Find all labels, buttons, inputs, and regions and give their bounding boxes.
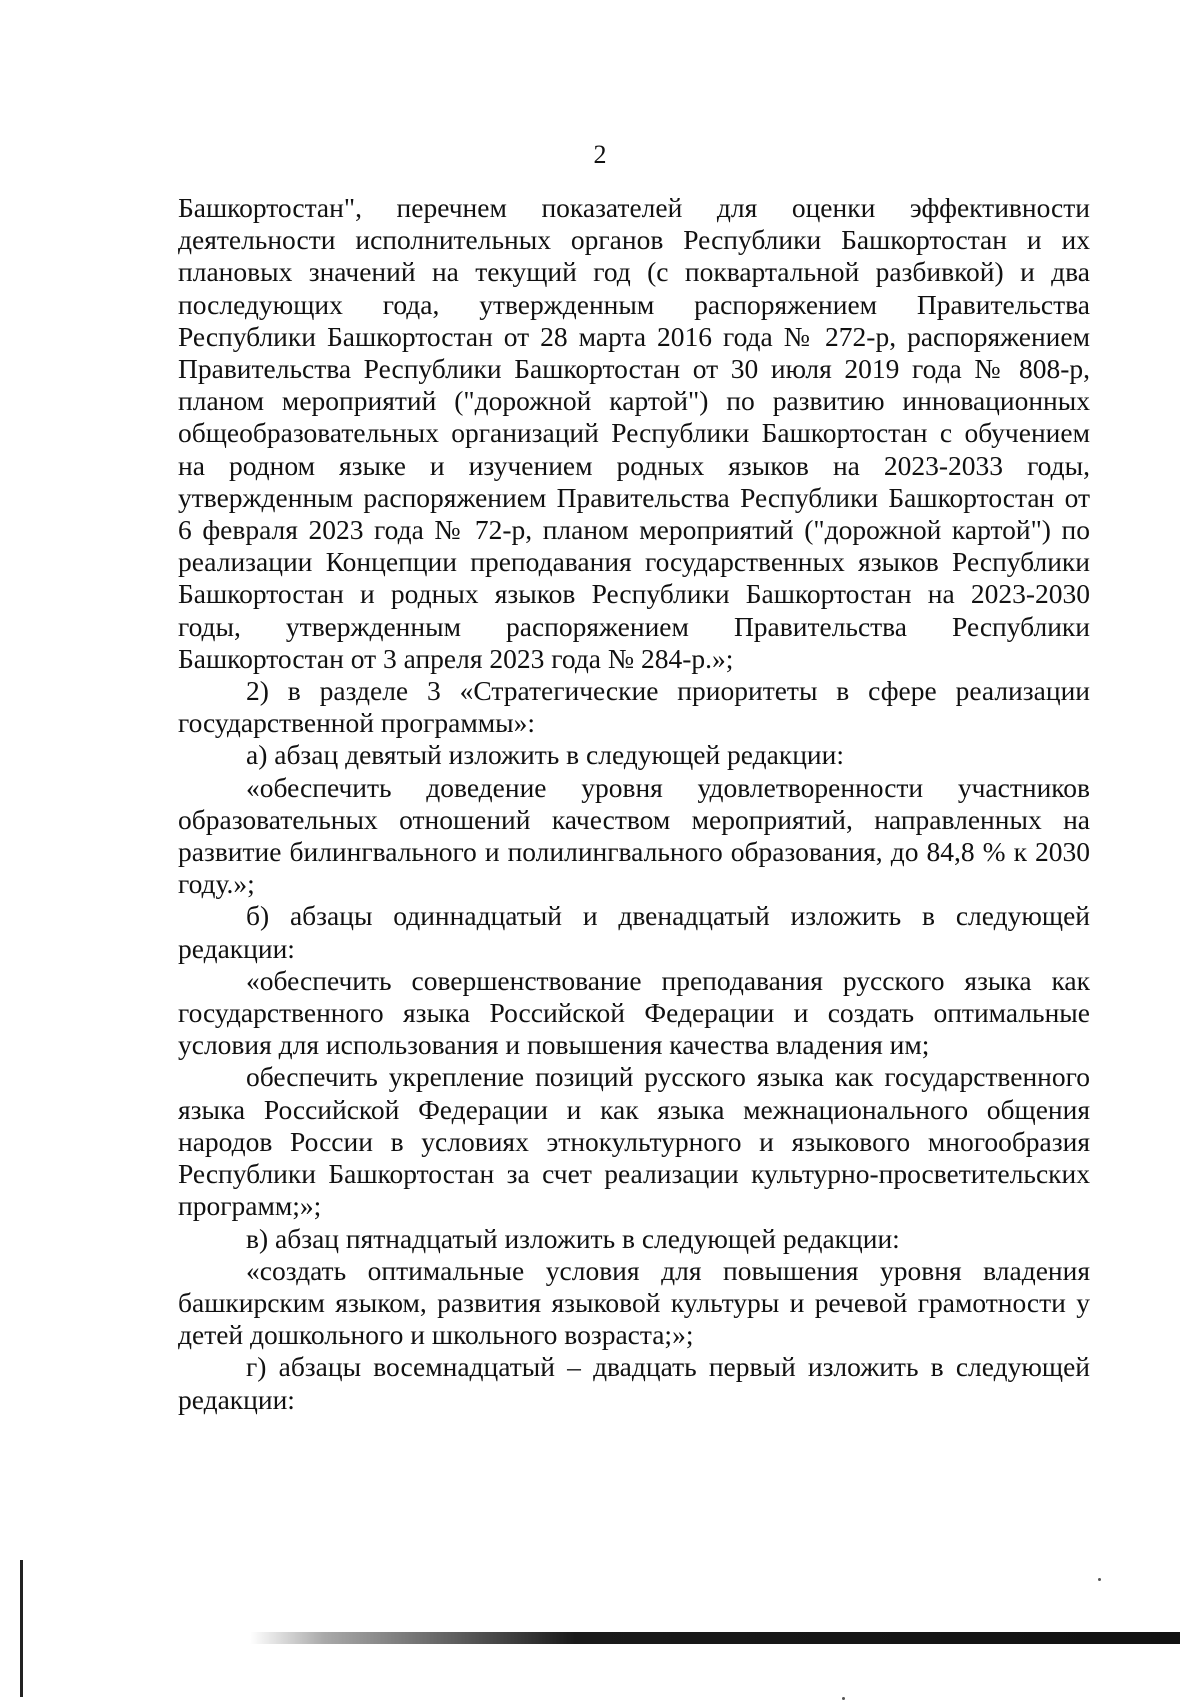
paragraph-quote-russian-teaching: «обеспечить совершенствование преподавания русского языка как государственного языка Российской Федерации и создать оптимальные условия для использования и повышения качества владения им; xyxy=(178,964,1090,1061)
paragraph-item-v: в) абзац пятнадцатый изложить в следующей редакции: xyxy=(246,1222,900,1254)
scan-edge-bottom xyxy=(250,1632,1180,1644)
paragraph-quote-russian-positions: обеспечить укрепление позиций русского языка как государственного языка Российской Федерации и как языка межнационального общения народов России в условиях этнокультурного и языкового многообразия Республики Башкортостан за счет реализации культурно-просветительских программ;»; xyxy=(178,1061,1090,1222)
paragraph-item-g: г) абзацы восемнадцатый – двадцать первый изложить в следующей редакции: xyxy=(178,1351,1090,1415)
page-number: 2 xyxy=(593,140,607,169)
paragraph-continuation: Башкортостан", перечнем показателей для оценки эффективности деятельности исполнительных органов Республики Башкортостан и их плановых значений на текущий год (с поквартальной разбивкой) и два последующих года, утвержденным распоряжением Правительства Республики Башкортостан от 28 марта 2016 года № 272-р, распоряжением Правительства Республики Башкортостан от 30 июля 2019 года № 808-р, планом мероприятий ("дорожной картой") по развитию инновационных общеобразовательных организаций Республики Башкортостан с обучением на родном языке и изучением родных языков на 2023-2033 годы, утвержденным распоряжением Правительства Республики Башкортостан от 6 февраля 2023 года № 72-р, планом мероприятий ("дорожной картой") по реализации Концепции преподавания государственных языков Республики Башкортостан и родных языков Республики Башкортостан на 2023-2030 годы, утвержденным распоряжением Правительства Республики Башкортостан от 3 апреля 2023 года № 284-р.»; xyxy=(178,192,1090,674)
paragraph-item-b: б) абзацы одиннадцатый и двенадцатый изложить в следующей редакции: xyxy=(178,900,1090,964)
paragraph-item-2: 2) в разделе 3 «Стратегические приоритеты в сфере реализации государственной программы»: xyxy=(178,675,1090,739)
document-body xyxy=(178,192,1090,1416)
paragraph-item-a: а) абзац девятый изложить в следующей редакции: xyxy=(246,739,845,771)
paragraph-quote-satisfaction: «обеспечить доведение уровня удовлетворенности участников образовательных отношений качеством мероприятий, направленных на развитие билингвального и полилингвального образования, до 84,8 % к 2030 году.»; xyxy=(178,771,1090,900)
scan-speck xyxy=(1098,1578,1101,1581)
paragraph-quote-bashkir: «создать оптимальные условия для повышения уровня владения башкирским языком, развития языковой культуры и речевой грамотности у детей дошкольного и школьного возраста;»; xyxy=(178,1254,1090,1351)
scan-edge-left xyxy=(20,1560,23,1697)
